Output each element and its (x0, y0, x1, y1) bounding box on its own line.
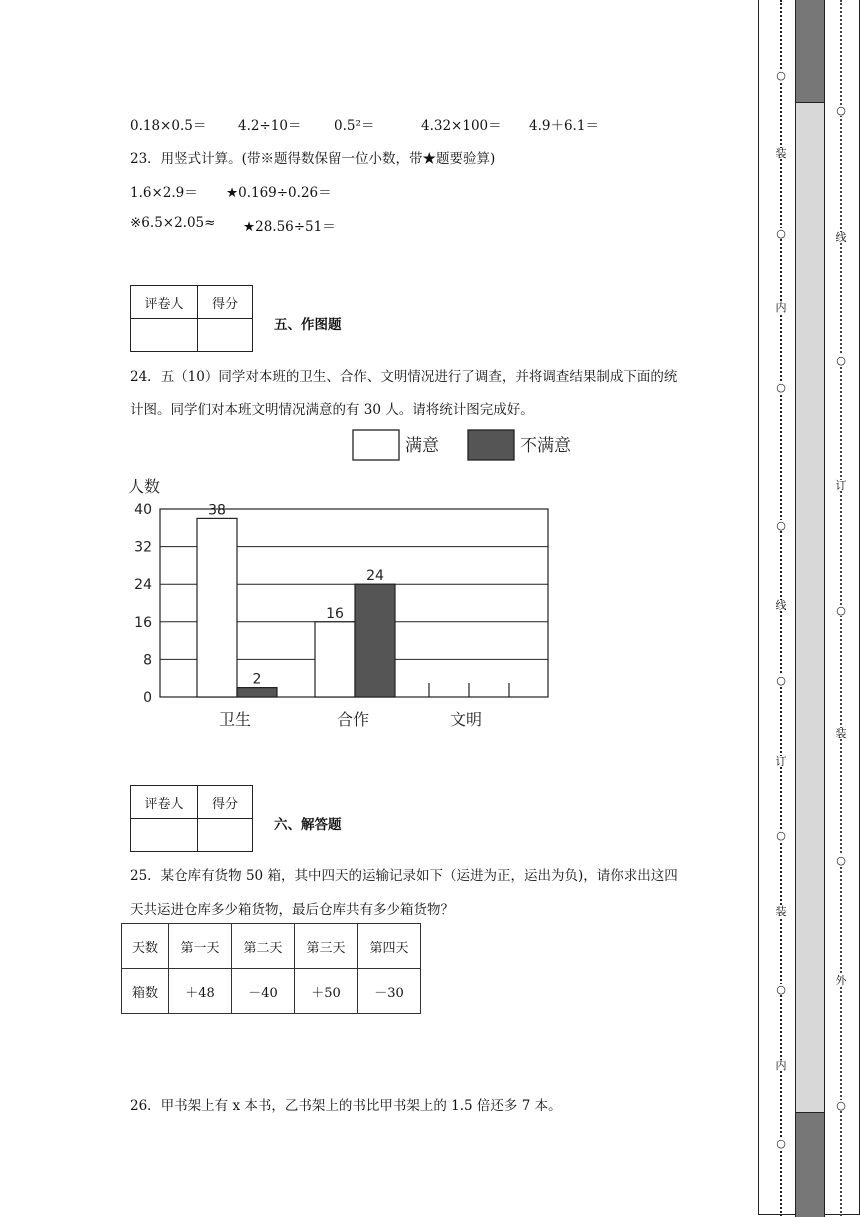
score-label: 得分 (198, 786, 253, 819)
table-row (122, 924, 421, 969)
binding-circle: ○ (774, 1138, 788, 1149)
q22-expr-3: 0.5²＝ (334, 118, 375, 134)
binding-circle: ○ (774, 70, 788, 81)
binding-label-inner: 线 (775, 599, 787, 612)
binding-label-inner: 装 (775, 905, 787, 918)
q23-expr-2: ★0.169÷0.26＝ (226, 185, 332, 201)
binding-label-inner: 内 (775, 301, 787, 314)
table-cell: 箱数 (122, 969, 169, 1014)
score-label: 得分 (198, 286, 253, 319)
binding-circle: ○ (774, 675, 788, 686)
table-row (122, 969, 421, 1014)
x-tick-label: 卫生 (218, 710, 252, 729)
q22-expr-2: 4.2÷10＝ (238, 118, 302, 134)
score-cell[interactable] (198, 319, 253, 352)
q23-expr-4: ★28.56÷51＝ (243, 219, 336, 235)
table-cell: 第二天 (232, 924, 295, 969)
score-cell[interactable] (198, 819, 253, 852)
bar-unsatisfied (237, 688, 277, 697)
binding-circle: ○ (834, 1100, 848, 1111)
y-tick-label: 0 (143, 690, 152, 706)
binding-circle: ○ (774, 984, 788, 995)
binding-label-outer: 线 (835, 231, 847, 244)
binding-circle: ○ (834, 105, 848, 116)
score-box-section5 (130, 285, 253, 352)
q23-prompt: 23．用竖式计算。(带※题得数保留一位小数，带★题要验算) (130, 151, 496, 167)
q22-expr-5: 4.9＋6.1＝ (529, 118, 599, 134)
data-label: 38 (208, 502, 226, 519)
section5-title: 五、作图题 (274, 317, 342, 333)
data-label: 16 (326, 605, 344, 622)
y-tick-label: 16 (134, 614, 152, 631)
binding-label-outer: 外 (835, 974, 847, 987)
q22-expr-4: 4.32×100＝ (421, 118, 502, 134)
binding-circle: ○ (834, 855, 848, 866)
section6-title: 六、解答题 (274, 817, 342, 833)
bar-unsatisfied (355, 584, 395, 697)
binding-circle: ○ (774, 228, 788, 239)
binding-label-outer: 订 (835, 479, 847, 492)
bar-chart (125, 425, 585, 735)
x-tick-label: 合作 (336, 710, 370, 729)
transport-table (121, 923, 421, 1014)
data-label: 24 (366, 568, 384, 585)
q23-expr-3: ※6.5×2.05≈ (130, 215, 216, 231)
y-tick-label: 32 (134, 539, 152, 556)
q26-line: 26．甲书架上有 x 本书，乙书架上的书比甲书架上的 1.5 倍还多 7 本。 (130, 1098, 562, 1114)
bar-satisfied (197, 518, 237, 697)
data-label: 2 (252, 671, 262, 688)
binding-label-inner: 内 (775, 1059, 787, 1072)
q22-expr-1: 0.18×0.5＝ (130, 118, 207, 134)
q24-line1: 24．五（10）同学对本班的卫生、合作、文明情况进行了调查，并将调查结果制成下面的统 (130, 369, 678, 385)
table-cell: ＋50 (295, 969, 358, 1014)
legend-label-unsatisfied: 不满意 (520, 436, 571, 456)
binding-circle: ○ (834, 355, 848, 366)
legend-swatch-unsatisfied (468, 430, 514, 460)
x-tick-label: 文明 (449, 710, 483, 729)
reviewer-label: 评卷人 (131, 786, 198, 819)
q24-line2: 计图。同学们对本班文明情况满意的有 30 人。请将统计图完成好。 (130, 402, 534, 418)
reviewer-cell[interactable] (131, 819, 198, 852)
q25-line1: 25．某仓库有货物 50 箱，其中四天的运输记录如下（运进为正，运出为负)，请你求出这四 (130, 868, 678, 884)
binding-circle: ○ (774, 382, 788, 393)
legend-swatch-satisfied (353, 430, 399, 460)
table-cell: 天数 (122, 924, 169, 969)
q23-expr-1: 1.6×2.9＝ (130, 185, 198, 201)
legend-label-satisfied: 满意 (405, 436, 439, 456)
reviewer-label: 评卷人 (131, 286, 198, 319)
y-tick-label: 8 (143, 652, 152, 669)
y-axis-label: 人数 (128, 477, 161, 496)
binding-label-inner: 装 (775, 147, 787, 160)
table-cell: －40 (232, 969, 295, 1014)
y-tick-label: 24 (134, 577, 152, 594)
binding-label-outer: 装 (835, 727, 847, 740)
strip-dark-bottom (795, 1112, 825, 1217)
strip-dark-top (795, 0, 825, 103)
table-cell: 第四天 (358, 924, 421, 969)
y-tick-label: 40 (134, 502, 152, 518)
binding-label-inner: 订 (775, 755, 787, 768)
binding-circle: ○ (834, 605, 848, 616)
binding-margin (758, 0, 860, 1216)
q25-line2: 天共运进仓库多少箱货物，最后仓库共有多少箱货物？ (130, 902, 454, 918)
table-cell: －30 (358, 969, 421, 1014)
score-box-section6 (130, 785, 253, 852)
table-cell: 第一天 (169, 924, 232, 969)
binding-circle: ○ (774, 520, 788, 531)
binding-strip (795, 0, 825, 1216)
binding-circle: ○ (774, 830, 788, 841)
bar-satisfied (315, 622, 355, 697)
table-cell: 第三天 (295, 924, 358, 969)
table-cell: ＋48 (169, 969, 232, 1014)
reviewer-cell[interactable] (131, 319, 198, 352)
